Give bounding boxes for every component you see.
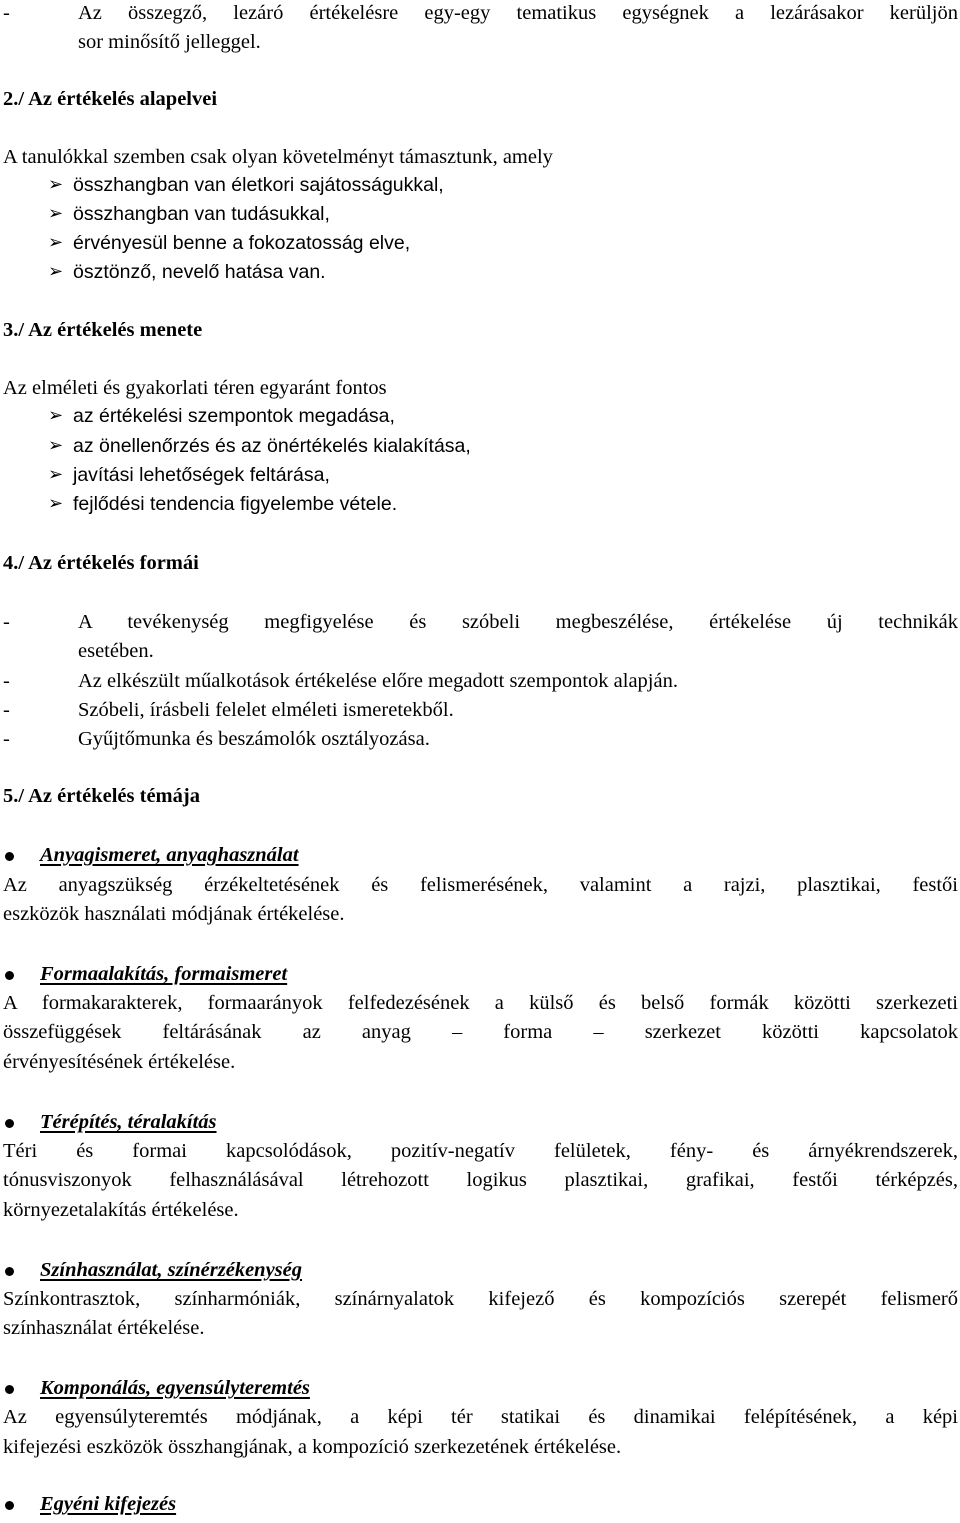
section-4-item-1-line-1: A tevékenység megfigyelése és szóbeli megbeszélése, értékelése új technikák [78, 611, 958, 633]
section-3-title: 3./ Az értékelés menete [3, 319, 203, 341]
topic-text-line: kifejezési eszközök összhangjának, a kompozíció szerkezetének értékelése. [3, 1436, 622, 1458]
section-3-item: az értékelési szempontok megadása, [73, 405, 395, 427]
arrow-bullet-icon: ➢ [48, 174, 64, 195]
section-2-title: 2./ Az értékelés alapelvei [3, 88, 218, 110]
intro-line-1: Az összegző, lezáró értékelésre egy-egy tematikus egységnek a lezárásakor kerüljön [78, 2, 958, 24]
bullet-dot-icon [5, 1267, 14, 1276]
section-4-title: 4./ Az értékelés formái [3, 552, 199, 574]
section-5-title: 5./ Az értékelés témája [3, 785, 200, 807]
topic-text-line: környezetalakítás értékelése. [3, 1199, 239, 1221]
bullet-dot-icon [5, 1501, 14, 1510]
arrow-bullet-icon: ➢ [48, 261, 64, 282]
section-2-item: érvényesül benne a fokozatosság elve, [73, 232, 411, 254]
bullet-dot-icon [5, 852, 14, 861]
section-2-lead: A tanulókkal szemben csak olyan követelményt támasztunk, amely [3, 146, 553, 168]
section-4-item-1-line-2: esetében. [78, 640, 154, 662]
bullet-dot-icon [5, 1119, 14, 1128]
intro-line-2: sor minősítő jelleggel. [78, 31, 261, 53]
arrow-bullet-icon: ➢ [48, 232, 64, 253]
topic-text-line: színhasználat értékelése. [3, 1317, 205, 1339]
arrow-bullet-icon: ➢ [48, 435, 64, 456]
section-3-lead: Az elméleti és gyakorlati téren egyaránt fontos [3, 377, 387, 399]
section-4-item-4: Gyűjtőmunka és beszámolók osztályozása. [78, 728, 430, 750]
topic-title: Komponálás, egyensúlyteremtés [40, 1377, 310, 1399]
dash-marker: - [3, 728, 10, 750]
topic-text-line: Téri és formai kapcsolódások, pozitív-negatív felületek, fény- és árnyékrendszerek, [3, 1140, 958, 1162]
dash-marker: - [3, 611, 10, 633]
topic-title: Formaalakítás, formaismeret [40, 963, 288, 985]
topic-text-line: A formakarakterek, formaarányok felfedezésének a külső és belső formák közötti szerkezeti [3, 992, 958, 1014]
topic-title: Egyéni kifejezés [40, 1493, 177, 1515]
section-2-item: összhangban van tudásukkal, [73, 203, 330, 225]
dash-marker: - [3, 699, 10, 721]
section-3-item: fejlődési tendencia figyelembe vétele. [73, 493, 398, 515]
topic-text-line: Az egyensúlyteremtés módjának, a képi tér statikai és dinamikai felépítésének, a képi [3, 1406, 958, 1428]
section-3-item: az önellenőrzés és az önértékelés kialakítása, [73, 435, 471, 457]
bullet-dot-icon [5, 1385, 14, 1394]
topic-title: Térépítés, téralakítás [40, 1111, 217, 1133]
section-3-item: javítási lehetőségek feltárása, [73, 464, 330, 486]
arrow-bullet-icon: ➢ [48, 203, 64, 224]
topic-text-line: összefüggések feltárásának az anyag – forma – szerkezet közötti kapcsolatok [3, 1021, 958, 1043]
topic-text-line: érvényesítésének értékelése. [3, 1051, 236, 1073]
dash-marker: - [3, 2, 10, 24]
arrow-bullet-icon: ➢ [48, 464, 64, 485]
section-4-item-2: Az elkészült műalkotások értékelése előre megadott szempontok alapján. [78, 670, 678, 692]
arrow-bullet-icon: ➢ [48, 493, 64, 514]
topic-text-line: Színkontrasztok, színharmóniák, színárnyalatok kifejező és kompozíciós szerepét felismerő [3, 1288, 958, 1310]
section-4-item-3: Szóbeli, írásbeli felelet elméleti ismeretekből. [78, 699, 454, 721]
topic-text-line: tónusviszonyok felhasználásával létrehozott logikus plasztikai, grafikai, festői térképzés, [3, 1169, 958, 1191]
topic-text-line: Az anyagszükség érzékeltetésének és felismerésének, valamint a rajzi, plasztikai, festői [3, 874, 958, 896]
topic-text-line: eszközök használati módjának értékelése. [3, 903, 345, 925]
section-2-item: ösztönző, nevelő hatása van. [73, 261, 326, 283]
section-2-item: összhangban van életkori sajátosságukkal, [73, 174, 444, 196]
topic-title: Anyagismeret, anyaghasználat [40, 844, 299, 866]
bullet-dot-icon [5, 971, 14, 980]
topic-title: Színhasználat, színérzékenység [40, 1259, 303, 1281]
arrow-bullet-icon: ➢ [48, 405, 64, 426]
dash-marker: - [3, 670, 10, 692]
